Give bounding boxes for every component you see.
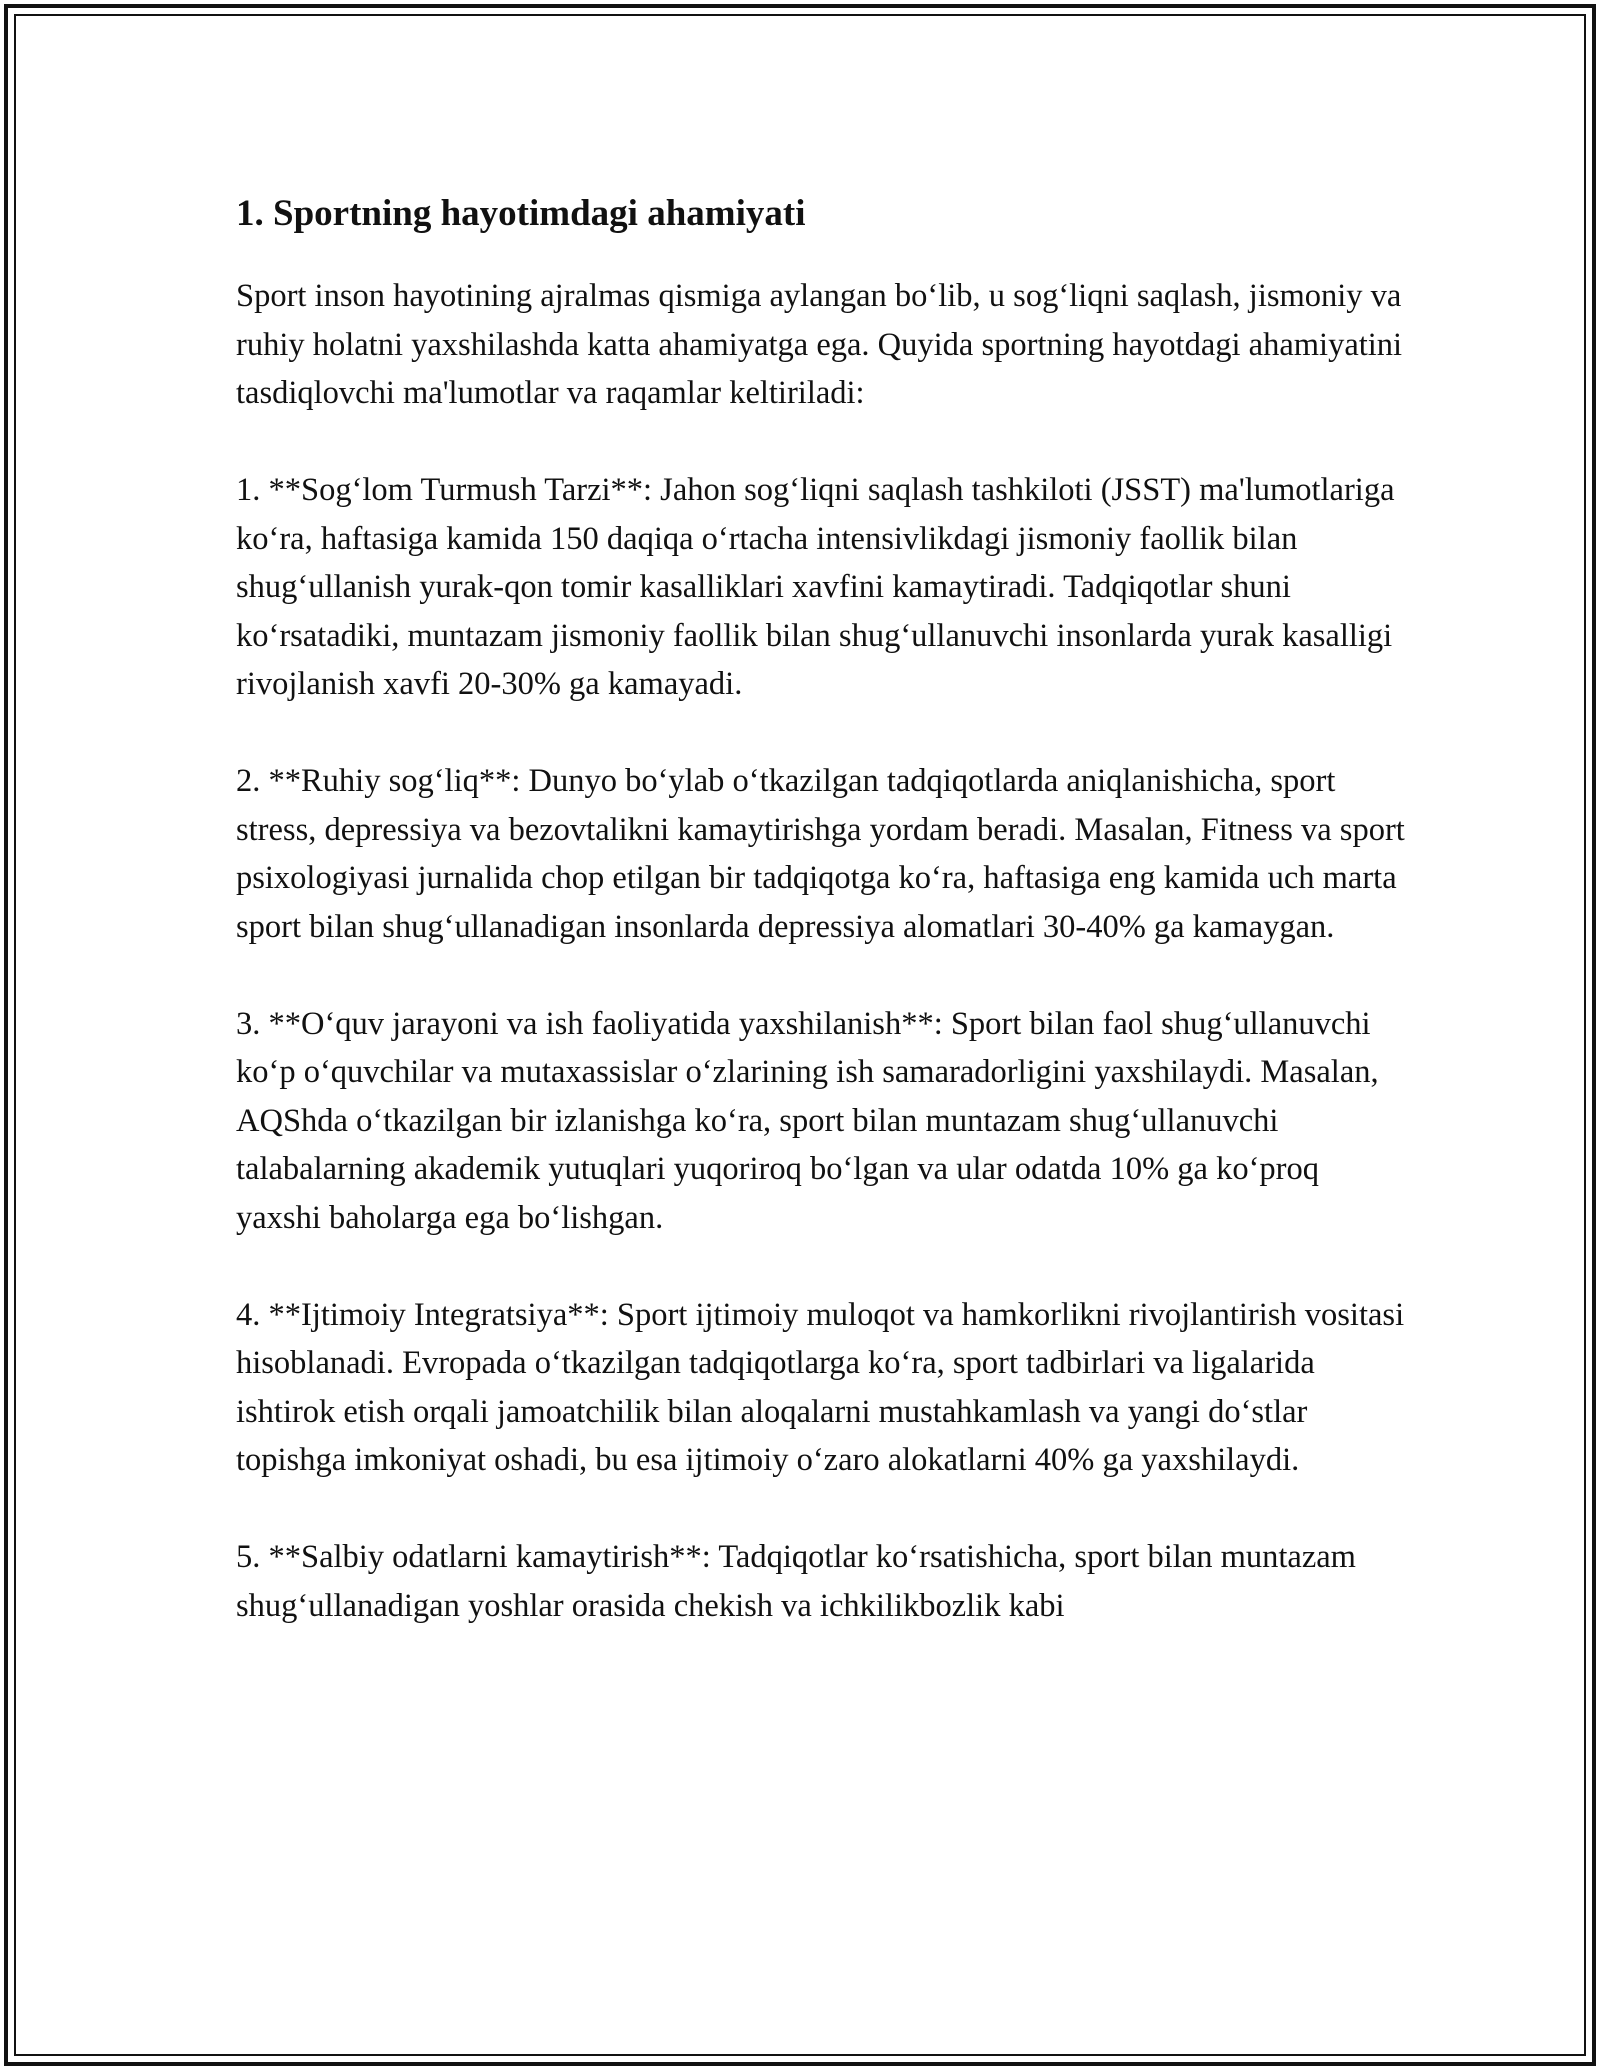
paragraph-item-2: 2. **Ruhiy sog‘liq**: Dunyo bo‘ylab o‘tkazilgan tadqiqotlarda aniqlanishicha, sport stress, depressiya va bezovtalikni kamaytirishga yordam beradi. Masalan, Fitness va sport psixologiyasi jurnalida chop etilgan bir tadqiqotga ko‘ra, haftasiga eng kamida uch marta sport bilan shug‘ullanadigan insonlarda depressiya alomatlari 30-40% ga kamaygan.: [236, 763, 1405, 945]
paragraph-item-3: 3. **O‘quv jarayoni va ish faoliyatida yaxshilanish**: Sport bilan faol shug‘ullanuvchi ko‘p o‘quvchilar va mutaxassislar o‘zlarining ish samaradorligini yaxshilaydi. Masalan, AQShda o‘tkazilgan bir izlanishga ko‘ra, sport bilan muntazam shug‘ullanuvchi talabalarning akademik yutuqlari yuqoriroq bo‘lgan va ular odatda 10% ga ko‘proq yaxshi baholarga ega bo‘lishgan.: [236, 1005, 1379, 1236]
document-body: [236, 186, 1406, 1679]
paragraph-item-5: 5. **Salbiy odatlarni kamaytirish**: Tadqiqotlar ko‘rsatishicha, sport bilan muntazam shug‘ullanadigan yoshlar orasida chekish va ichkilikbozlik kabi: [236, 1539, 1356, 1624]
paragraph-item-4: 4. **Ijtimoiy Integratsiya**: Sport ijtimoiy muloqot va hamkorlikni rivojlantirish vositasi hisoblanadi. Evropada o‘tkazilgan tadqiqotlarga ko‘ra, sport tadbirlari va ligalarida ishtirok etish orqali jamoatchilik bilan aloqalarni mustahkamlash va yangi do‘stlar topishga imkoniyat oshadi, bu esa ijtimoiy o‘zaro alokatlarni 40% ga yaxshilaydi.: [236, 1296, 1405, 1478]
paragraph-intro: Sport inson hayotining ajralmas qismiga aylangan bo‘lib, u sog‘liqni saqlash, jismoniy va ruhiy holatni yaxshilashda katta ahamiyatga ega. Quyida sportning hayotdagi ahamiyatini tasdiqlovchi ma'lumotlar va raqamlar keltiriladi:: [236, 278, 1403, 411]
paragraph-item-1: 1. **Sog‘lom Turmush Tarzi**: Jahon sog‘liqni saqlash tashkiloti (JSST) ma'lumotlariga ko‘ra, haftasiga kamida 150 daqiqa o‘rtacha intensivlikdagi jismoniy faollik bilan shug‘ullanish yurak-qon tomir kasalliklari xavfini kamaytiradi. Tadqiqotlar shuni ko‘rsatadiki, muntazam jismoniy faollik bilan shug‘ullanuvchi insonlarda yurak kasalligi rivojlanish xavfi 20-30% ga kamayadi.: [236, 472, 1395, 702]
document-title: 1. Sportning hayotimdagi ahamiyati: [236, 193, 806, 234]
